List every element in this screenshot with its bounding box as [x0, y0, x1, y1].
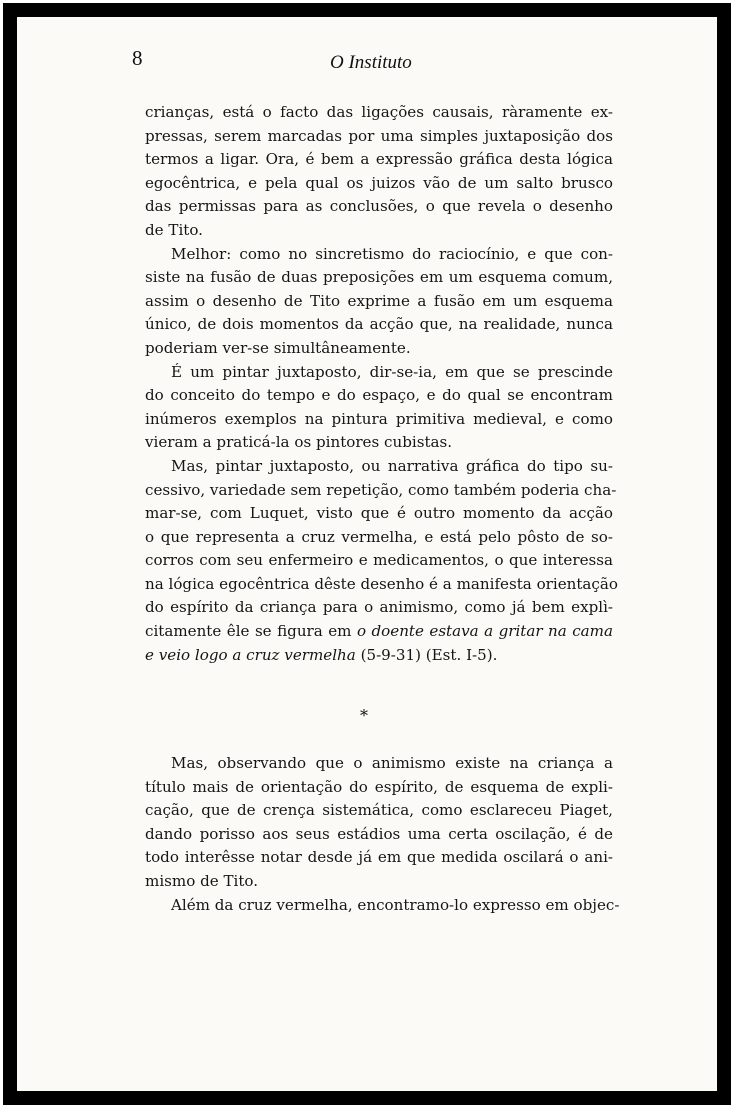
text-line: vieram a praticá-la os pintores cubistas.	[145, 433, 453, 452]
text-line: siste na fusão de duas preposições em um esquema comum,	[145, 268, 613, 287]
reference-citation: (5-9-31) (Est. I-5).	[355, 645, 498, 664]
text-line	[145, 644, 613, 668]
text-line: título mais de orientação do espírito, de esquema de expli-	[145, 777, 613, 796]
text-line: cação, que de crença sistemática, como esclareceu Piaget,	[145, 801, 613, 820]
text-line: pressas, serem marcadas por uma simples juxtaposição dos	[145, 126, 613, 145]
text-line: dando porisso aos seus estádios uma certa oscilação, é de	[145, 824, 613, 843]
text-line: Mas, observando que o animismo existe na criança a	[171, 754, 613, 772]
text-line-start: citamente êle se figura em	[145, 622, 357, 641]
text-line: cessivo, variedade sem repetição, como também poderia cha-	[145, 480, 617, 499]
quoted-phrase: e veio logo a cruz vermelha	[145, 645, 356, 664]
text-line: É um pintar juxtaposto, dir-se-ia, em que se prescinde	[171, 362, 613, 381]
text-line	[145, 620, 613, 644]
text-line: Melhor: como no sincretismo do raciocínio, e que con-	[171, 244, 613, 263]
text-line: o que representa a cruz vermelha, e está pelo pôsto de so-	[145, 527, 613, 546]
text-line: poderiam ver-se simultâneamente.	[145, 338, 411, 357]
quoted-phrase: o doente estava a gritar na cama	[356, 622, 613, 641]
text-line: do conceito do tempo e do espaço, e do qual se encontram	[145, 386, 613, 405]
running-title: O Instituto	[330, 52, 412, 73]
section-separator: *	[360, 706, 368, 725]
text-line: corros com seu enfermeiro e medicamentos, o que interessa	[145, 551, 613, 570]
text-line: único, de dois momentos da acção que, na realidade, nunca	[145, 315, 613, 334]
text-line: do espírito da criança para o animismo, como já bem explì-	[145, 598, 613, 617]
text-line: inúmeros exemplos na pintura primitiva medieval, e como	[145, 409, 613, 428]
page-number: 8	[132, 46, 143, 70]
text-line: Mas, pintar juxtaposto, ou narrativa gráfica do tipo su-	[171, 456, 613, 475]
text-line: na lógica egocêntrica dêste desenho é a manifesta orientação	[145, 574, 618, 593]
text-line: egocêntrica, e pela qual os juizos vão de um salto brusco	[145, 173, 613, 192]
text-line: assim o desenho de Tito exprime a fusão em um esquema	[145, 291, 613, 310]
text-block-2	[145, 752, 620, 917]
text-line: Além da cruz vermelha, encontramo-lo expresso em objec-	[171, 895, 620, 914]
text-line: todo interêsse notar desde já em que medida oscilará o ani-	[145, 848, 613, 867]
text-block-1	[145, 101, 618, 667]
text-line: mismo de Tito.	[145, 871, 259, 890]
text-line: de Tito.	[145, 220, 203, 239]
text-line: termos a ligar. Ora, é bem a expressão gráfica desta lógica	[145, 150, 613, 169]
text-line: das permissas para as conclusões, o que revela o desenho	[145, 197, 613, 216]
text-line: crianças, está o facto das ligações causais, ràramente ex-	[145, 103, 613, 121]
text-line: mar-se, com Luquet, visto que é outro momento da acção	[145, 504, 613, 523]
